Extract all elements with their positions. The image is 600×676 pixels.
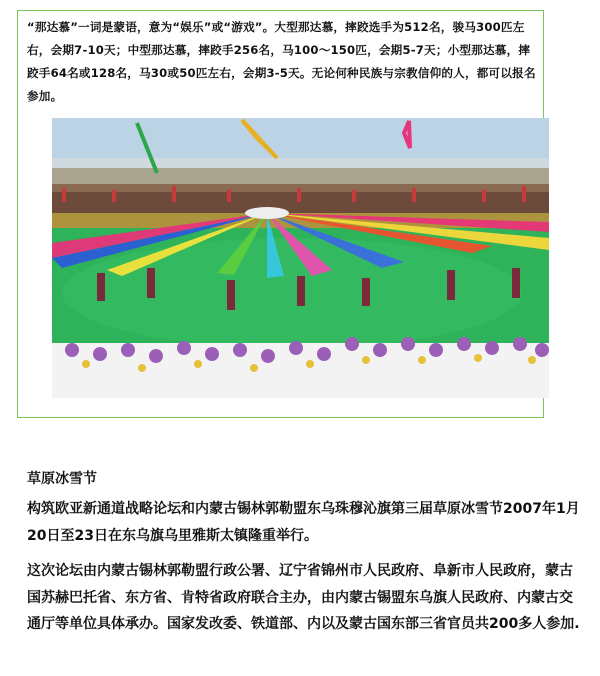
intro-paragraph: “那达慕”一词是蒙语，意为“娱乐”或“游戏”。大型那达慕，摔跤选手为512名，骏马300匹左右，会期7-10天；中型那达慕，摔跤手256名，马100～150匹，会期5-7天；小型那达慕，摔跤手64名或128名，马30或50匹左右，会期3-5天。无论何种民族与宗教信仰的人，都可以报名参加。 — [27, 20, 536, 103]
paragraph-2: 这次论坛由内蒙古锡林郭勒盟行政公署、辽宁省锦州市人民政府、阜新市人民政府，蒙古国苏赫巴托省、东方省、肯特省政府联合主办，由内蒙古锡盟东乌旗人民政府、内蒙古交通厅等单位具体承办。国家发改委、铁道部、内以及蒙古国东部三省官员共200多人参加. — [27, 563, 580, 632]
paragraph-1: 构筑欧亚新通道战略论坛和内蒙古锡林郭勒盟东乌珠穆沁旗第三届草原冰雪节2007年1月20日至23日在东乌旗乌里雅斯太镇隆重举行。 — [27, 501, 580, 544]
section-title: 草原冰雪节 — [27, 471, 97, 487]
festival-photo — [52, 118, 549, 398]
